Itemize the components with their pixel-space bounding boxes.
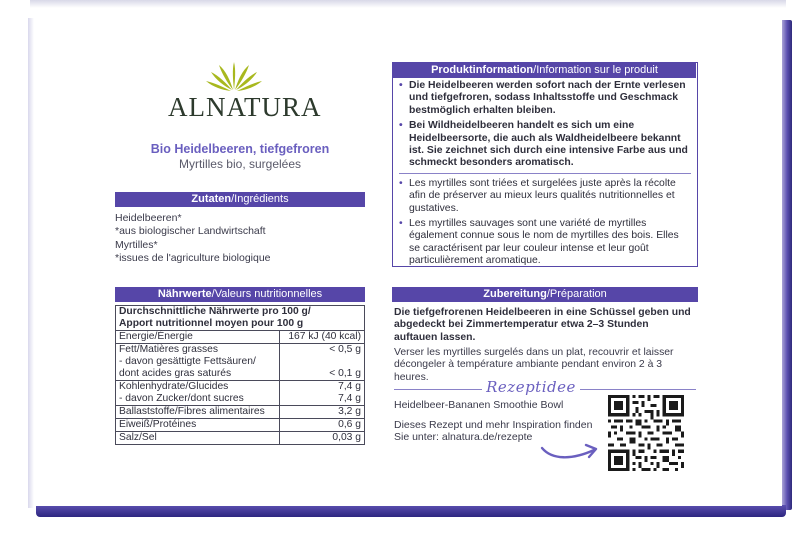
curved-arrow-icon [540, 438, 602, 462]
nutrient-label: Energie/Énergie [116, 331, 280, 344]
nutrition-table-head-de: Durchschnittliche Nährwerte pro 100 g/ [119, 306, 311, 317]
preparation-header [392, 287, 698, 302]
ingredient-line: Heidelbeeren* [115, 212, 182, 224]
ingredients-header-de: Zutaten [191, 193, 232, 205]
ingredients-header-sep: / [231, 193, 235, 205]
box-edge-top [30, 0, 786, 8]
box-edge-bottom [36, 505, 786, 517]
list-item: • Les myrtilles sont triées et surgelées juste après la récolte afin de préserver au mieux leurs qualités nutritionnelles et gustatives. [399, 178, 691, 215]
brand-logo-text: ALNATURA [168, 92, 322, 122]
table-row [116, 344, 365, 381]
product-title-de: Bio Heidelbeeren, tiefgefroren [150, 142, 330, 156]
nutrition-header-de: Nährwerte [157, 288, 212, 300]
table-row [116, 306, 365, 331]
preparation-header-fr: Préparation [549, 288, 607, 300]
nutrient-label-line: dont acides gras saturés [119, 368, 232, 379]
table-row [116, 432, 365, 445]
list-item: • Die Heidelbeeren werden sofort nach der Ernte verlesen und tiefgefroren, sodass Inhaltsstoffe und Geschmack bestmöglich erhalten bleiben. [399, 80, 691, 117]
nutrition-header [115, 287, 365, 302]
preparation-header-de: Zubereitung [483, 288, 547, 300]
nutrient-value [279, 381, 364, 406]
recipe-name: Heidelbeer-Bananen Smoothie Bowl [394, 399, 564, 411]
nutrient-label [116, 381, 280, 406]
nutrition-table-head-fr: Apport nutritionnel moyen pour 100 g [119, 318, 304, 329]
nutrition-header-sep: / [211, 288, 215, 300]
list-item: • Les myrtilles sauvages sont une variété de myrtilles également connue sous le nom de myrtilles des bois. Elles se caractérisent par leur couleur intense et leur goût particulièrement aromatique. [399, 218, 691, 268]
recipe-title: Rezeptidee [486, 378, 576, 396]
ingredient-line: *issues de l'agriculture biologique [115, 252, 271, 264]
product-info-header [393, 63, 696, 78]
nutrient-label [116, 344, 280, 381]
nutrient-label-line: - davon Zucker/dont sucres [119, 393, 244, 404]
recipe-more-text: Dieses Rezept und mehr Inspiration finden Sie unter: alnatura.de/rezepte [394, 419, 593, 444]
divider [399, 173, 691, 174]
ingredients-header [115, 192, 365, 207]
product-info-header-de: Produktinformation [431, 64, 534, 76]
list-item: • Bei Wildheidelbeeren handelt es sich um eine Heidelbeersorte, die auch als Waldheidelbeere bekannt ist. Sie zeichnet sich durch eine intensive Farbe aus und schmeckt besonders aromatisch. [399, 120, 691, 170]
nutrient-label: Ballaststoffe/Fibres alimentaires [116, 406, 280, 419]
nutrient-value: 3,2 g [279, 406, 364, 419]
preparation-text-de: Die tiefgefrorenen Heidelbeeren in eine Schüssel geben und abgedeckt bei Zimmertemperatur etwa 2–3 Stunden auftauen lassen. [394, 307, 691, 343]
table-row [116, 381, 365, 406]
nutrition-table-head [116, 306, 365, 331]
preparation-header-sep: / [546, 288, 550, 300]
product-info-header-sep: / [533, 64, 537, 76]
nutrient-value-line: < 0,1 g [329, 368, 361, 379]
nutrient-value: 0,6 g [279, 419, 364, 432]
nutrient-label-line: Fett/Matières grasses [119, 344, 218, 355]
nutrient-value: 167 kJ (40 kcal) [279, 331, 364, 344]
nutrient-label-line: - davon gesättigte Fettsäuren/ [119, 356, 256, 367]
nutrient-value: 0,03 g [279, 432, 364, 445]
nutrition-table [115, 305, 365, 445]
product-info-header-fr: Information sur le produit [536, 64, 658, 76]
table-row [116, 419, 365, 432]
recipe-divider-left [394, 389, 482, 390]
nutrient-value-line: 7,4 g [338, 393, 361, 404]
nutrient-label: Eiweiß/Protéines [116, 419, 280, 432]
recipe-divider-right [580, 389, 696, 390]
nutrient-label-line: Kohlenhydrate/Glucides [119, 381, 229, 392]
nutrient-value-line: < 0,5 g [329, 344, 361, 355]
ingredients-header-fr: Ingrédients [234, 193, 289, 205]
table-row [116, 331, 365, 344]
product-info-list [399, 80, 691, 271]
table-row [116, 406, 365, 419]
ingredient-line: *aus biologischer Landwirtschaft [115, 225, 266, 237]
nutrient-value-line: 7,4 g [338, 381, 361, 392]
nutrient-value [279, 344, 364, 381]
nutrient-value-line [283, 356, 361, 368]
leaf-logo-icon [203, 60, 265, 92]
product-title-fr: Myrtilles bio, surgelées [178, 157, 302, 171]
preparation-text-fr: Verser les myrtilles surgelés dans un plat, recouvrir et laisser décongeler à température ambiante pendant environ 2 à 3 heures. [394, 347, 674, 383]
ingredient-line: Myrtilles* [115, 239, 158, 251]
product-info-box [392, 62, 698, 267]
nutrition-header-fr: Valeurs nutritionnelles [214, 288, 323, 300]
nutrient-label: Salz/Sel [116, 432, 280, 445]
qr-code-icon[interactable] [608, 395, 684, 471]
